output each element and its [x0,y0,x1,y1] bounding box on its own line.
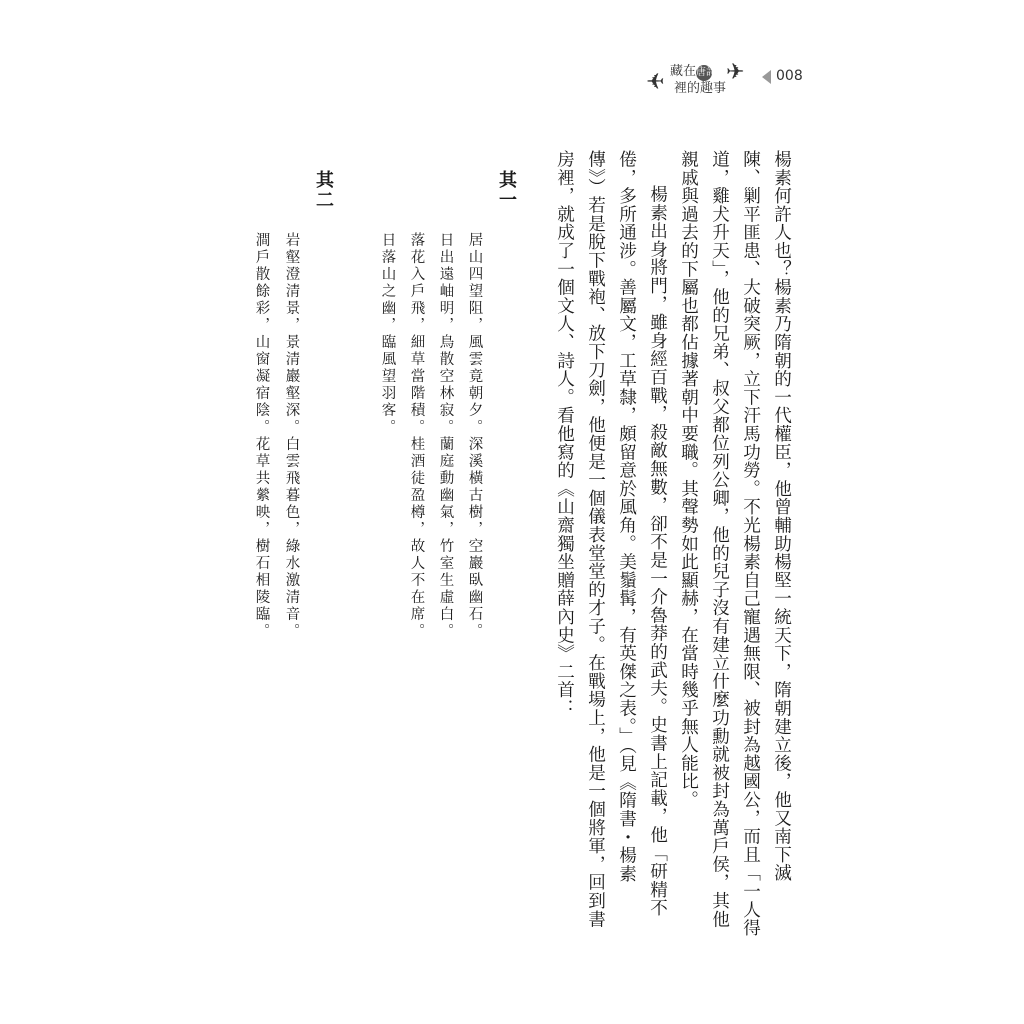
series-title-prefix: 藏在 [670,64,697,79]
running-header [640,58,850,104]
prose-column: 房裡，就成了一個文人、詩人。看他寫的《山齋獨坐贈薛內史》二首： [554,150,575,718]
series-title [670,64,726,97]
prose-column: 楊素何許人也？楊素乃隋朝的一代權臣，他曾輔助楊堅一統天下，隋朝建立後，他又南下滅 [771,150,792,882]
swallow-icon: ✈ [726,60,745,85]
poem-heading: 其二 [313,170,334,210]
poem-line: 日落山之幽，臨風望羽客。 [379,232,396,436]
series-title-mark: 唐詩 [696,65,712,81]
poem-heading: 其一 [496,170,517,210]
triangle-marker-icon [762,70,771,84]
prose-column: 倦，多所通涉。善屬文，工草隸，頗留意於風角。美鬚髯，有英傑之表。」（見《隋書・楊素 [616,150,637,883]
prose-column: 陳、剿平匪患、大破突厥，立下汗馬功勞。不光楊素自己寵遇無限、被封為越國公，而且「一人得 [740,150,761,937]
prose-column: 楊素出身將門，雖身經百戰，殺敵無數，卻不是一介魯莽的武夫。史書上記載，他「研精不 [647,185,668,917]
prose-column: 親戚與過去的下屬也都佔據著朝中要職。其聲勢如此顯赫，在當時幾乎無人能比。 [678,150,699,809]
poem-line: 澗戶散餘彩，山窗凝宿陰。花草共縈映，樹石相陵臨。 [253,232,270,640]
poem-line: 日出遠岫明，鳥散空林寂。蘭庭動幽氣，竹室生虛白。 [437,232,454,640]
prose-column: 傳》）若是脫下戰袍、放下刀劍，他便是一個儀表堂堂的才子。在戰場上，他是一個將軍，回到書 [585,150,606,929]
poem-line: 落花入戶飛，細草當階積。桂酒徒盈樽，故人不在席。 [408,232,425,640]
swallow-icon: ✈ [646,70,665,95]
poem-line: 居山四望阻，風雲竟朝夕。深溪橫古樹，空巖臥幽石。 [466,232,483,640]
page-number: 008 [776,68,803,84]
series-title-suffix: 裡的趣事 [674,81,727,96]
poem-line: 岩壑澄清景，景清巖壑深。白雲飛暮色，綠水激清音。 [283,232,300,640]
prose-column: 道，雞犬升天」，他的兄弟、叔父都位列公卿，他的兒子沒有建立什麼功勳就被封為萬戶侯，其他 [709,150,730,929]
